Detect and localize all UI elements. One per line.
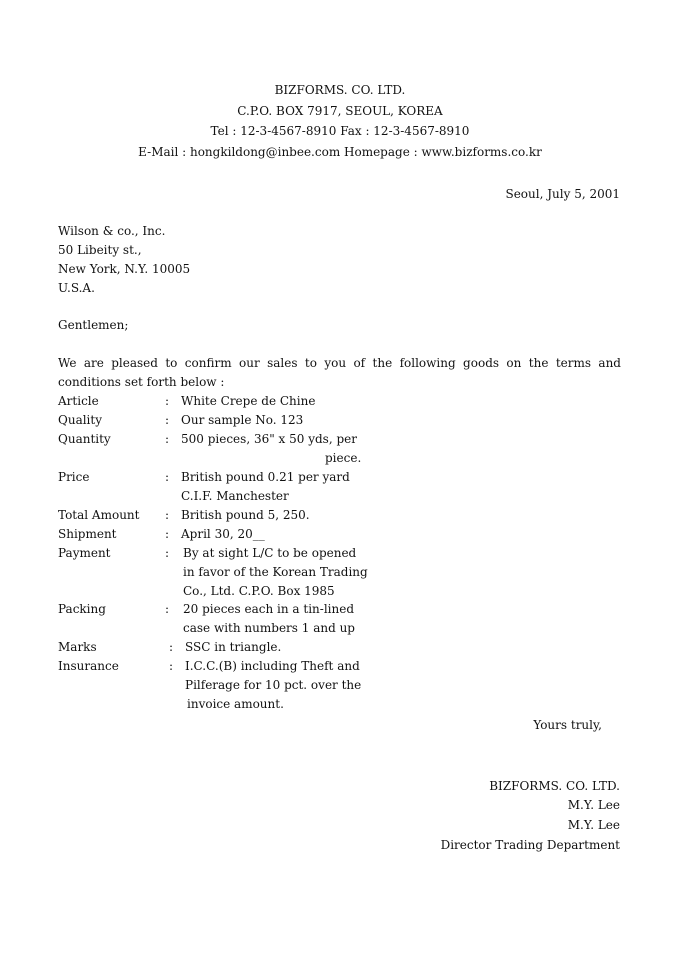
term-value-insurance-cont-1: Pilferage for 10 pct. over the [185, 678, 362, 692]
term-label-marks: Marks [58, 640, 97, 654]
term-label-quality: Quality [58, 413, 102, 427]
term-colon: : [169, 659, 174, 673]
term-label-insurance: Insurance [58, 659, 119, 673]
closing: Yours truly, [533, 718, 602, 732]
recipient-line-3: New York, N.Y. 10005 [58, 262, 191, 276]
term-value-payment: By at sight L/C to be opened [183, 546, 357, 560]
term-label-price: Price [58, 470, 90, 484]
term-label-quantity: Quantity [58, 432, 111, 446]
letterhead-email-homepage: E-Mail : hongkildong@inbee.com Homepage : www.bizforms.co.kr [138, 145, 542, 159]
term-value-insurance: I.C.C.(B) including Theft and [185, 659, 360, 673]
signature-name-2: M.Y. Lee [567, 818, 620, 832]
term-value-payment-cont-1: in favor of the Korean Trading [183, 565, 368, 579]
term-colon: : [165, 527, 170, 541]
term-value-article: White Crepe de Chine [181, 394, 316, 408]
term-label-total-amount: Total Amount [58, 508, 140, 522]
recipient-line-2: 50 Libeity st., [58, 243, 142, 257]
term-colon: : [165, 432, 170, 446]
letterhead-address: C.P.O. BOX 7917, SEOUL, KOREA [237, 104, 443, 118]
term-colon: : [165, 602, 170, 616]
term-colon: : [165, 470, 170, 484]
term-value-quantity-cont: piece. [325, 451, 362, 465]
term-value-marks: SSC in triangle. [185, 640, 282, 654]
term-value-total-amount: British pound 5, 250. [181, 508, 310, 522]
term-label-payment: Payment [58, 546, 111, 560]
signature-company: BIZFORMS. CO. LTD. [489, 779, 620, 793]
intro-line-2: conditions set forth below : [58, 375, 225, 389]
term-value-price-cont: C.I.F. Manchester [181, 489, 289, 503]
salutation: Gentlemen; [58, 318, 129, 332]
term-label-packing: Packing [58, 602, 106, 616]
term-label-shipment: Shipment [58, 527, 117, 541]
recipient-line-4: U.S.A. [58, 281, 95, 295]
letter-date: Seoul, July 5, 2001 [505, 187, 620, 201]
term-value-quality: Our sample No. 123 [181, 413, 304, 427]
term-value-price: British pound 0.21 per yard [181, 470, 350, 484]
term-value-quantity: 500 pieces, 36" x 50 yds, per [181, 432, 357, 446]
term-colon: : [165, 394, 170, 408]
letterhead-phone-fax: Tel : 12-3-4567-8910 Fax : 12-3-4567-8910 [210, 124, 470, 138]
signature-title: Director Trading Department [440, 838, 620, 852]
term-value-payment-cont-2: Co., Ltd. C.P.O. Box 1985 [183, 584, 335, 598]
signature-name-1: M.Y. Lee [567, 798, 620, 812]
term-value-shipment: April 30, 20__ [181, 527, 265, 541]
term-colon: : [169, 640, 174, 654]
term-value-packing-cont: case with numbers 1 and up [183, 621, 355, 635]
intro-line-1: We are pleased to confirm our sales to you of the following goods on the terms and [58, 356, 621, 370]
term-value-packing: 20 pieces each in a tin-lined [183, 602, 354, 616]
term-value-insurance-cont-2: invoice amount. [187, 697, 284, 711]
term-colon: : [165, 546, 170, 560]
term-colon: : [165, 413, 170, 427]
letterhead-company: BIZFORMS. CO. LTD. [274, 83, 406, 97]
term-colon: : [165, 508, 170, 522]
term-label-article: Article [58, 394, 99, 408]
recipient-line-1: Wilson & co., Inc. [58, 224, 166, 238]
